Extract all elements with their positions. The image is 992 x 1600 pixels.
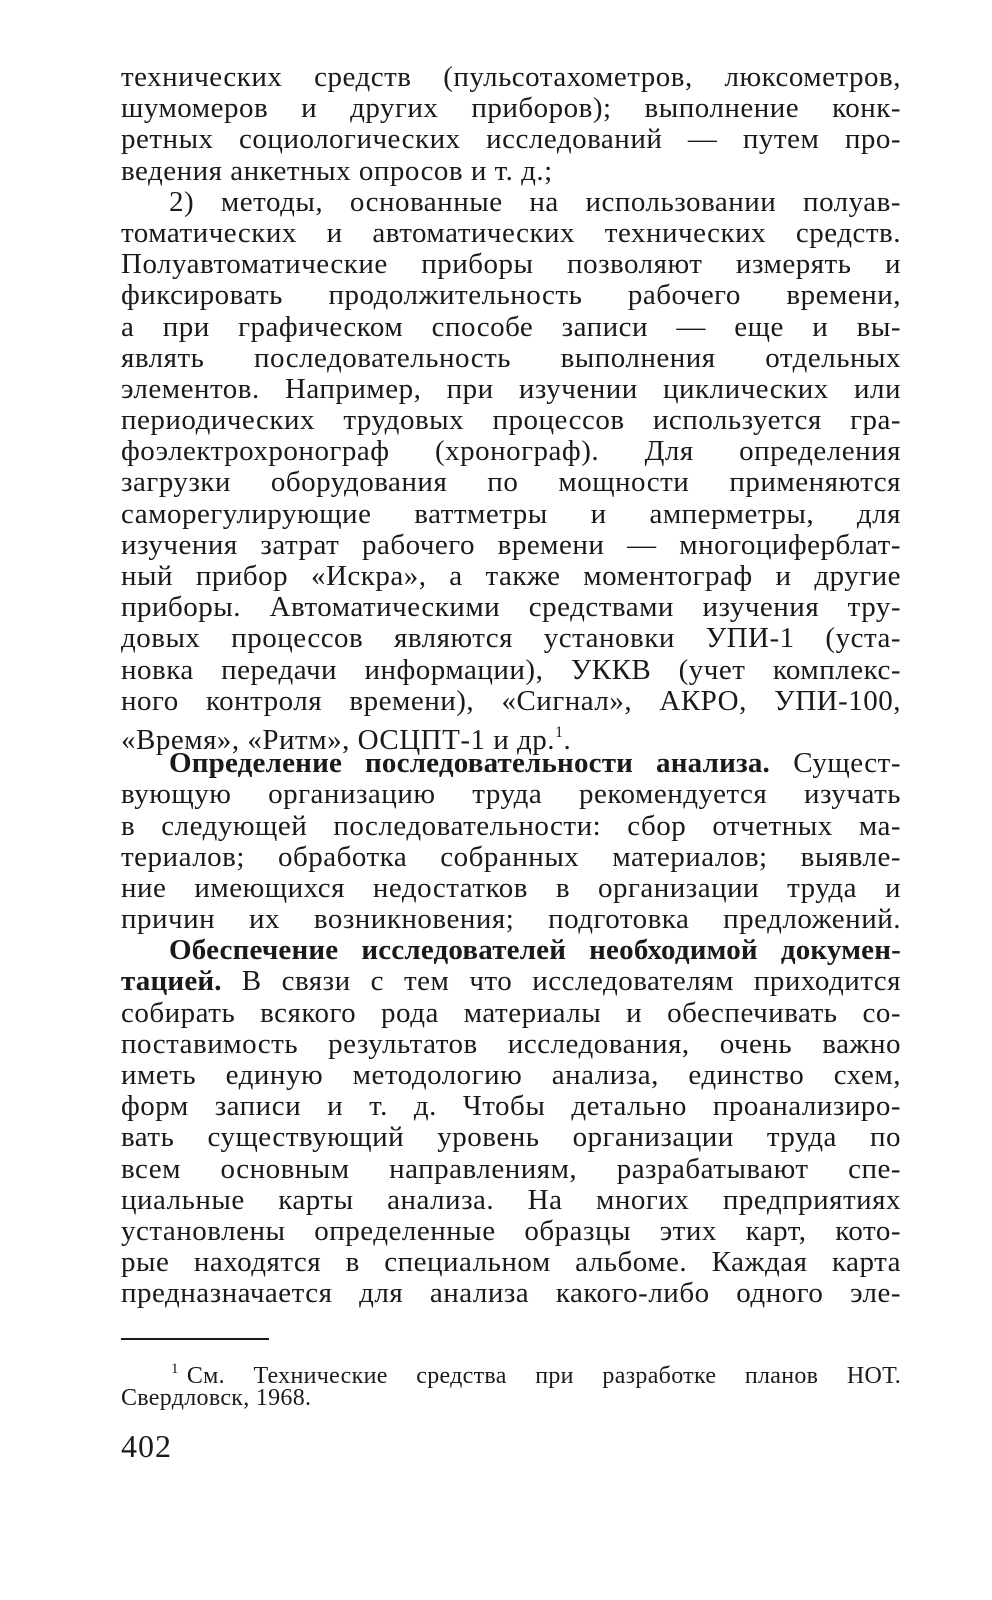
text-line: саморегулирующие ваттметры и амперметры, для bbox=[121, 497, 901, 530]
footnote bbox=[121, 1355, 901, 1413]
text-line: предназначается для анализа какого-либо одного эле- bbox=[121, 1277, 901, 1310]
text-line: «Время», «Ритм», ОСЦПТ-1 и др.$^1$. bbox=[121, 723, 572, 756]
footnote-mark: 1 bbox=[171, 1361, 179, 1377]
footnote-reference: 1 bbox=[555, 723, 564, 741]
page-body bbox=[121, 62, 901, 1310]
text-line: являть последовательность выполнения отдельных bbox=[121, 341, 901, 374]
text-fragment: Сущест- bbox=[793, 747, 901, 780]
section-heading: Обеспечение исследователей необходимой докумен- bbox=[169, 934, 901, 967]
text-line: периодических трудовых процессов используется гра- bbox=[121, 404, 901, 437]
text-fragment: «Время», «Ритм», ОСЦПТ-1 и др. bbox=[121, 723, 555, 756]
text-line: вующую организацию труда рекомендуется изучать bbox=[121, 778, 901, 811]
text-line: шумомеров и других приборов); выполнение конк- bbox=[121, 92, 901, 125]
text-line: ние имеющихся недостатков в организации труда и bbox=[121, 871, 901, 904]
text-line: в следующей последовательности: сбор отчетных ма- bbox=[121, 809, 901, 842]
text-line: форм записи и т. д. Чтобы детально проанализиро- bbox=[121, 1090, 901, 1123]
text-line: Полуавтоматические приборы позволяют измерять и bbox=[121, 248, 901, 281]
text-line: ного контроля времени), «Сигнал», АКРО, УПИ-100, bbox=[121, 684, 901, 717]
text-line: технических средств (пульсотахометров, люксометров, bbox=[121, 61, 901, 93]
footnote-text: См. Технические средства при разработке планов НОТ. bbox=[186, 1363, 901, 1389]
text-line: причин их возникновения; подготовка предложений. bbox=[121, 903, 901, 936]
text-line: поставимость результатов исследования, очень важно bbox=[121, 1027, 901, 1060]
text-line: териалов; обработка собранных материалов; выявле- bbox=[121, 840, 901, 873]
text-line: новка передачи информации), УККВ (учет комплекс- bbox=[121, 653, 901, 686]
text-line: довых процессов являются установки УПИ-1 (уста- bbox=[121, 622, 901, 655]
footnote-line bbox=[121, 1355, 901, 1389]
text-line: ретных социологических исследований — путем про- bbox=[121, 123, 901, 156]
text-line: а при графическом способе записи — еще и вы- bbox=[121, 310, 901, 343]
text-line: вать существующий уровень организации труда по bbox=[121, 1121, 901, 1154]
page-number: 402 bbox=[121, 1428, 172, 1464]
footnote-line: Свердловск, 1968. bbox=[121, 1385, 312, 1411]
text-line: ведения анкетных опросов и т. д.; bbox=[121, 154, 553, 187]
text-line: иметь единую методологию анализа, единство схем, bbox=[121, 1059, 901, 1091]
text-line: фиксировать продолжительность рабочего времени, bbox=[121, 279, 901, 312]
text-line bbox=[121, 748, 901, 779]
text-line: установлены определенные образцы этих карт, кото- bbox=[121, 1214, 901, 1247]
text-line: фоэлектрохронограф (хронограф). Для определения bbox=[121, 435, 901, 468]
text-line bbox=[121, 966, 901, 997]
text-line: приборы. Автоматическими средствами изучения тру- bbox=[121, 591, 901, 624]
text-line: всем основным направлениям, разрабатывают спе- bbox=[121, 1152, 901, 1185]
footnote-divider bbox=[121, 1338, 269, 1340]
text-line: элементов. Например, при изучении циклических или bbox=[121, 372, 901, 405]
text-line: 2) методы, основанные на использовании полуав- bbox=[169, 185, 901, 218]
text-line: ный прибор «Искра», а также моментограф и другие bbox=[121, 560, 901, 592]
text-line: собирать всякого рода материалы и обеспечивать со- bbox=[121, 996, 901, 1029]
text-fragment: В связи с тем что исследователям приходится bbox=[241, 965, 902, 998]
section-heading: тацией. bbox=[121, 965, 222, 998]
text-line: томатических и автоматических технических средств. bbox=[121, 216, 901, 249]
text-line: рые находятся в специальном альбоме. Каждая карта bbox=[121, 1246, 901, 1279]
text-line: изучения затрат рабочего времени — многоциферблат- bbox=[121, 528, 901, 561]
text-line: загрузки оборудования по мощности применяются bbox=[121, 466, 901, 499]
text-line: циальные карты анализа. На многих предприятиях bbox=[121, 1183, 901, 1216]
section-heading: Определение последовательности анализа. bbox=[169, 747, 770, 780]
